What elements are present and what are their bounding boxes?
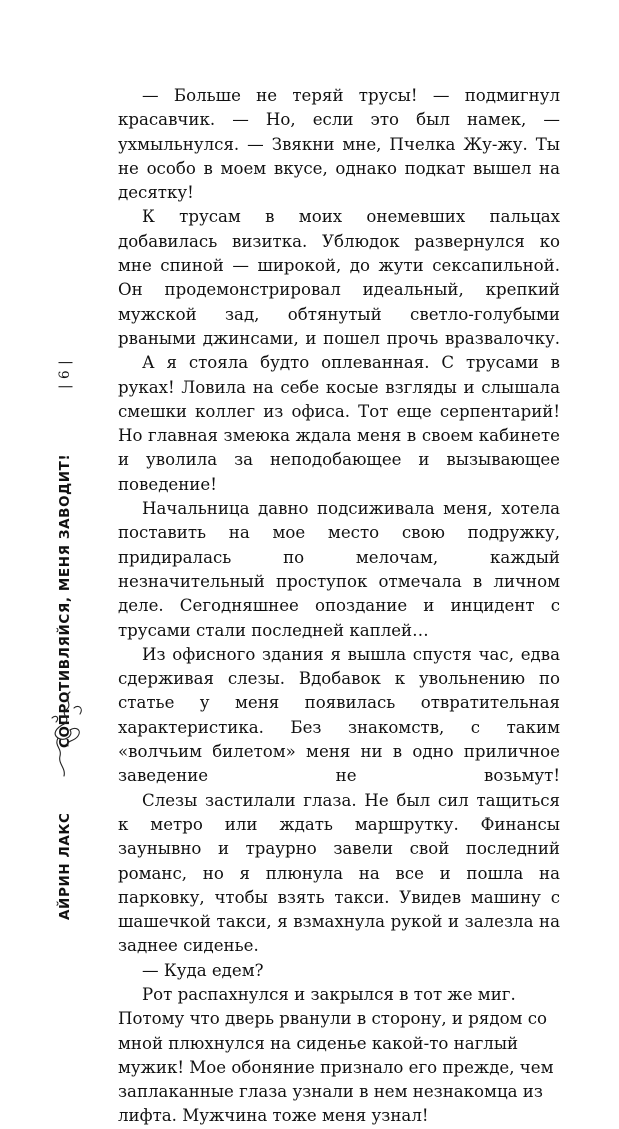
author-name: АЙРИН ЛАКС [57, 812, 73, 920]
body-text [118, 84, 560, 1129]
paragraph: — Больше не теряй трусы! — подмигнул красавчик. — Но, если это был намек, — ухмыльнулся. — Звякни мне, Пчелка Жу-жу. Ты не особо в моем вкусе, однако подкат вышел на десятку! [118, 86, 560, 203]
paragraph: Слезы застилали глаза. Не был сил тащиться к метро или ждать маршрутку. Финансы заунывно и траурно завели свой последний романс, но я плюнула на все и пошла на парковку, чтобы взять такси. Увидев машину с шашечкой такси, я взмахнула рукой и залезла на заднее сиденье. [118, 790, 560, 956]
paragraph: К трусам в моих онемевших пальцах добавилась визитка. Ублюдок развернулся ко мне спиной — широкой, до жути сексапильной. Он продемонстрировал идеальный, крепкий мужской зад, обтянутый светло-голубыми рваными джинсами, и пошел прочь вразвалочку. [118, 207, 560, 348]
paragraph: Начальница давно подсиживала меня, хотела поставить на мое место свою подружку, придиралась по мелочам, каждый незначительный проступок отмечала в личном деле. Сегодняшнее опоздание и инцидент с трусами стали последней каплей… [118, 499, 560, 640]
running-head [54, 360, 76, 920]
book-title: СОПРОТИВЛЯЙСЯ, МЕНЯ ЗАВОДИТ! [57, 453, 73, 748]
page-number: | 6 | [57, 360, 73, 390]
paragraph: Рот распахнулся и закрылся в тот же миг. Потому что дверь рванули в сторону, и рядом со мной плюхнулся на сиденье какой-то наглый мужик! Мое обоняние признало его прежде, чем заплаканные глаза узнали в нем незнакомца из лифта. Мужчина тоже меня узнал! [118, 984, 554, 1126]
paragraph: А я стояла будто оплеванная. С трусами в руках! Ловила на себе косые взгляды и слышала смешки коллег из офиса. Тот еще серпентарий! Но главная змеюка ждала меня в своем кабинете и уволила за неподобающее и вызывающее поведение! [118, 353, 560, 494]
paragraph: Из офисного здания я вышла спустя час, едва сдерживая слезы. Вдобавок к увольнению по статье у меня появилась отвратительная характеристика. Без знакомств, с таким «волчьим билетом» меня ни в одно приличное заведение не возьмут! [118, 644, 560, 786]
publisher-logo-icon [44, 688, 90, 778]
paragraph: — Куда едем? [142, 960, 264, 980]
